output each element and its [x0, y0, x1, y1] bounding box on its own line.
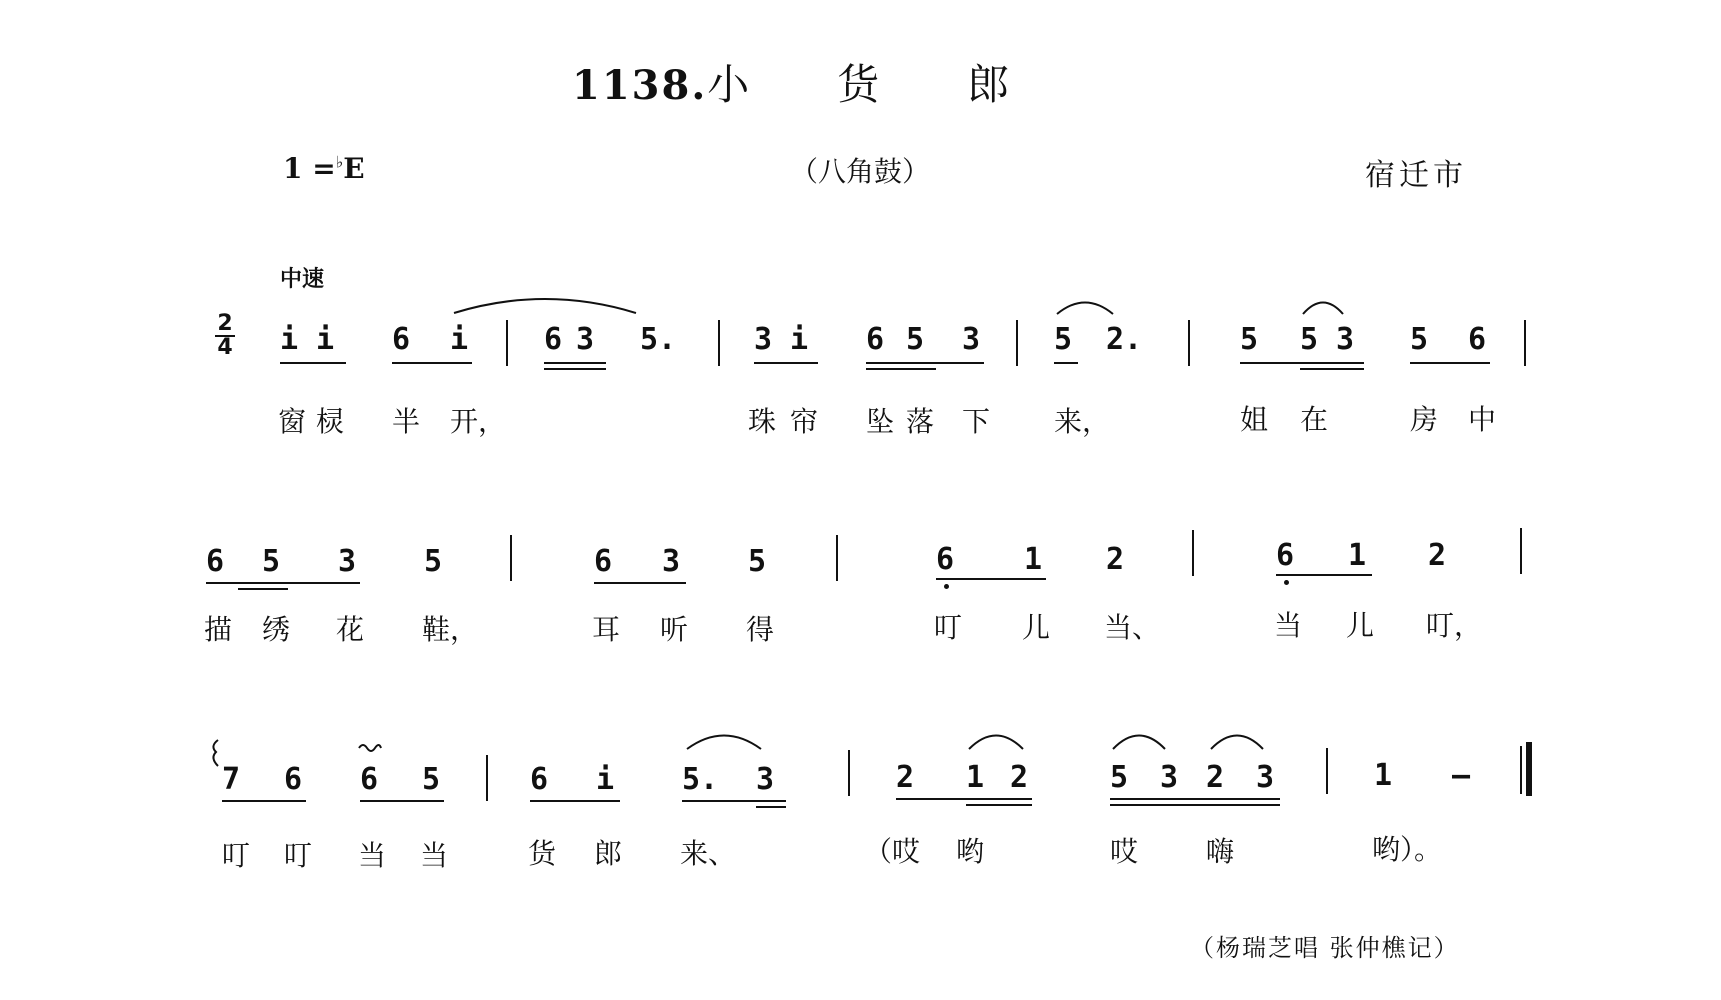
note: 3 [338, 544, 357, 579]
lyric: （哎 [864, 835, 921, 868]
barline [836, 535, 838, 581]
note: 3 [1256, 760, 1275, 795]
note: 6 [866, 322, 885, 357]
note: 6 [1276, 538, 1295, 573]
underline [544, 368, 606, 370]
lyric: 叮， [1426, 609, 1483, 642]
note: 5 [422, 762, 441, 797]
time-signature: 2 4 [215, 313, 235, 359]
slur [1300, 295, 1346, 317]
note: 2 [896, 760, 915, 795]
barline [1016, 320, 1018, 366]
lyric: 珠 [748, 405, 777, 438]
note: 3 [756, 762, 775, 797]
note: 6 [936, 542, 955, 577]
lyric: 描 [204, 613, 233, 646]
underline [896, 798, 1032, 800]
underline [1410, 362, 1490, 364]
barline [848, 750, 850, 796]
underline [1054, 362, 1078, 364]
note: i [280, 322, 299, 357]
note: 3 [962, 322, 981, 357]
tempo-marking: 中速 [280, 267, 325, 292]
underline [544, 362, 606, 364]
slur [684, 728, 764, 752]
lyric: 叮 [284, 839, 313, 872]
lyric: 花 [336, 613, 365, 646]
lyric: 来， [1054, 405, 1111, 438]
barline [506, 320, 508, 366]
slur [966, 728, 1026, 752]
underline [530, 800, 620, 802]
note: 5 [906, 322, 925, 357]
lyric: 鞋， [422, 613, 479, 646]
note: 5. [682, 762, 719, 797]
lyric: 棂 [316, 405, 345, 438]
note: 5 [1410, 322, 1429, 357]
note: i [596, 762, 615, 797]
note: 1 [966, 760, 985, 795]
slur [1054, 295, 1116, 317]
lyric: 开， [450, 405, 507, 438]
note: 6 [206, 544, 225, 579]
note: 2. [1106, 322, 1143, 357]
lyric: 叮 [934, 611, 963, 644]
note: 2 [1428, 538, 1447, 573]
note: 6 [284, 762, 303, 797]
note: i [316, 322, 335, 357]
underline [866, 362, 984, 364]
song-title [572, 52, 1097, 112]
note: 6 [594, 544, 613, 579]
lyric: 坠 [866, 405, 895, 438]
lyric: 中 [1468, 403, 1497, 436]
lyric: 当 [1274, 609, 1303, 642]
underline [1110, 804, 1280, 806]
barline [1520, 528, 1522, 574]
barline [1326, 748, 1328, 794]
lyric: 姐 [1240, 403, 1269, 436]
lyric: 嗨 [1206, 835, 1235, 868]
underline [754, 362, 818, 364]
underline [1110, 798, 1280, 800]
key-signature: 1 =♭E [283, 152, 365, 185]
note: 1 [1024, 542, 1043, 577]
barline [486, 755, 488, 801]
note: 5 [1240, 322, 1259, 357]
underline [866, 368, 936, 370]
lyric: 叮 [222, 839, 251, 872]
underline [392, 362, 472, 364]
note: 6 [530, 762, 549, 797]
note: 2 [1010, 760, 1029, 795]
underline [594, 582, 686, 584]
note: i [450, 322, 469, 357]
barline [718, 320, 720, 366]
underline [936, 578, 1046, 580]
lyric: 绣 [262, 613, 291, 646]
note: 2 [1106, 542, 1125, 577]
lyric: 耳 [592, 613, 621, 646]
note: 3 [1160, 760, 1179, 795]
note: 7 [222, 762, 241, 797]
underline [360, 800, 444, 802]
lyric: 房 [1410, 403, 1439, 436]
barline [1192, 530, 1194, 576]
note: 2 [1206, 760, 1225, 795]
lyric: 半 [392, 405, 421, 438]
lyric: 得 [746, 613, 775, 646]
note: 3 [1336, 322, 1355, 357]
barline [1188, 320, 1190, 366]
note: 1 [1348, 538, 1367, 573]
lyric: 货 [528, 837, 557, 870]
note: 5 [262, 544, 281, 579]
lyric: 哟 [956, 835, 985, 868]
place-label: 宿迁市 [1365, 158, 1467, 193]
song-title-chars: 小 货 郎 [707, 60, 1012, 109]
lyric: 哟）。 [1372, 833, 1443, 866]
barline [1524, 320, 1526, 366]
note: 5 [424, 544, 443, 579]
barline [510, 535, 512, 581]
note: 6 [544, 322, 563, 357]
note: 3 [754, 322, 773, 357]
note: 6 [392, 322, 411, 357]
note: 5 [748, 544, 767, 579]
note: 5 [1110, 760, 1129, 795]
genre-label: （八角鼓） [790, 155, 931, 188]
underline [966, 804, 1032, 806]
underline [682, 800, 786, 802]
lyric: 来、 [680, 837, 737, 870]
underline [206, 582, 360, 584]
trill-icon [358, 742, 382, 752]
underline [756, 806, 786, 808]
underline [1300, 368, 1364, 370]
credit-line: （杨瑞芝唱 张仲樵记） [1190, 934, 1460, 962]
final-barline-thin [1520, 746, 1522, 794]
note: 3 [662, 544, 681, 579]
note: 3 [576, 322, 595, 357]
lyric: 儿 [1022, 611, 1051, 644]
slur [1208, 728, 1266, 752]
lyric: 当 [420, 839, 449, 872]
grace-mark-icon [208, 738, 222, 768]
underline [1276, 574, 1372, 576]
note: – [1452, 758, 1471, 793]
flat-icon: ♭ [335, 152, 344, 172]
underline [1240, 362, 1364, 364]
final-barline-thick [1526, 742, 1532, 796]
slur [1110, 728, 1168, 752]
note: 1 [1374, 758, 1393, 793]
lyric: 下 [962, 405, 991, 438]
lyric: 当 [358, 839, 387, 872]
underline [280, 362, 346, 364]
lyric: 郎 [594, 837, 623, 870]
note: 6 [1468, 322, 1487, 357]
lyric: 帘 [790, 405, 819, 438]
lyric: 窗 [278, 405, 307, 438]
note: 5 [1054, 322, 1073, 357]
underline [238, 588, 288, 590]
underline [222, 800, 306, 802]
lyric: 当、 [1104, 611, 1161, 644]
note: 5. [640, 322, 677, 357]
low-octave-dot [1284, 580, 1289, 585]
lyric: 儿 [1346, 609, 1375, 642]
lyric: 落 [906, 405, 935, 438]
song-number: 1138. [572, 62, 708, 109]
low-octave-dot [944, 584, 949, 589]
note: 6 [360, 762, 379, 797]
lyric: 听 [660, 613, 689, 646]
note: i [790, 322, 809, 357]
lyric: 在 [1300, 403, 1329, 436]
lyric: 哎 [1110, 835, 1139, 868]
slur [450, 293, 640, 317]
note: 5 [1300, 322, 1319, 357]
